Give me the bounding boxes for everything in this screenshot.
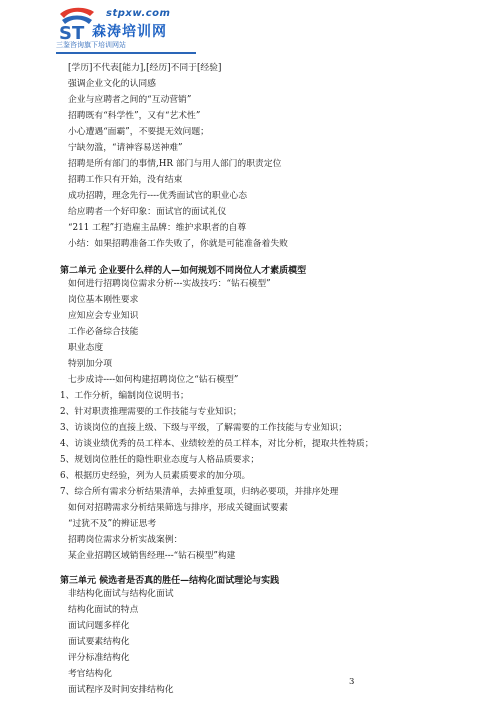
body-line: 面试问题多样化 <box>68 621 130 631</box>
body-line: 招聘工作只有开始，没有结束 <box>68 175 183 185</box>
site-header <box>56 4 226 52</box>
page-number: 3 <box>349 677 355 687</box>
body-line: 应知应会专业知识 <box>68 311 139 321</box>
section-title: 第三单元 候选者是否真的胜任—结构化面试理论与实践 <box>60 576 280 586</box>
body-line: “过犹不及”的辨证思考 <box>68 519 157 529</box>
body-line: 岗位基本刚性要求 <box>68 295 139 305</box>
step-item: 5、规划岗位胜任的隐性职业态度与人格品质要求； <box>60 455 260 465</box>
body-line: 七步成诗----如何构建招聘岗位之“钻石模型” <box>68 375 239 385</box>
site-slogan: 三鉴咨询旗下培训网站 <box>56 41 126 49</box>
step-item: 6、根据历史经验，列为人员素质要求的加分项。 <box>60 471 251 481</box>
body-line: 给应聘者一个好印象：面试官的面试礼仪 <box>68 207 227 217</box>
body-line: 招聘岗位需求分析实战案例： <box>68 535 183 545</box>
body-line: [学历]不代表[能力],[经历]不同于[经验] <box>68 63 222 73</box>
site-name: 森涛培训网 <box>92 24 167 40</box>
body-line: 宁缺勿滥，“请神容易送神难” <box>68 143 183 153</box>
body-line: 企业与应聘者之间的“互动营销” <box>68 95 192 105</box>
svg-text:ST: ST <box>59 23 85 42</box>
body-line: 招聘是所有部门的事情,HR 部门与用人部门的职责定位 <box>68 159 282 169</box>
body-line: 如何进行招聘岗位需求分析---实战技巧：“钻石模型” <box>68 279 271 289</box>
body-line: 小心遭遇“面霸”，不要提无效问题； <box>68 127 209 137</box>
step-item: 4、访谈业绩优秀的员工样本、业绩较差的员工样本，对比分析，提取共性特质； <box>60 439 374 449</box>
body-line: 考官结构化 <box>68 669 112 679</box>
step-item: 7、综合所有需求分析结果清单，去掉重复项，归纳必要项，并排序处理 <box>60 487 339 497</box>
body-line: 结构化面试的特点 <box>68 605 139 615</box>
step-item: 3、访谈岗位的直接上级、下级与平级，了解需要的工作技能与专业知识； <box>60 423 348 433</box>
body-line: 面试要素结构化 <box>68 637 130 647</box>
body-line: 小结：如果招聘准备工作失败了，你就是可能准备着失败 <box>68 239 288 249</box>
body-line: 如何对招聘需求分析结果筛选与排序，形成关键面试要素 <box>68 503 288 513</box>
site-url: stpxw.com <box>106 8 171 19</box>
step-item: 1、工作分析，编制岗位说明书； <box>60 391 189 401</box>
body-line: 面试程序及时间安排结构化 <box>68 685 174 695</box>
body-line: 成功招聘，理念先行----优秀面试官的职业心态 <box>68 191 248 201</box>
body-line: 特别加分项 <box>68 359 112 369</box>
section-title: 第二单元 企业要什么样的人—如何规划不同岗位人才素质模型 <box>60 266 307 276</box>
body-line: 工作必备综合技能 <box>68 327 139 337</box>
body-line: “211 工程”打造雇主品牌：维护求职者的自尊 <box>68 223 247 233</box>
body-line: 招聘既有“科学性”，又有“艺术性” <box>68 111 201 121</box>
body-line: 非结构化面试与结构化面试 <box>68 589 174 599</box>
body-line: 评分标准结构化 <box>68 653 130 663</box>
step-item: 2、针对职责推理需要的工作技能与专业知识； <box>60 407 242 417</box>
body-line: 强调企业文化的认同感 <box>68 79 156 89</box>
body-line: 某企业招聘区域销售经理---“钻石模型”构建 <box>68 551 236 561</box>
header-divider <box>56 52 196 54</box>
body-line: 职业态度 <box>68 343 104 353</box>
